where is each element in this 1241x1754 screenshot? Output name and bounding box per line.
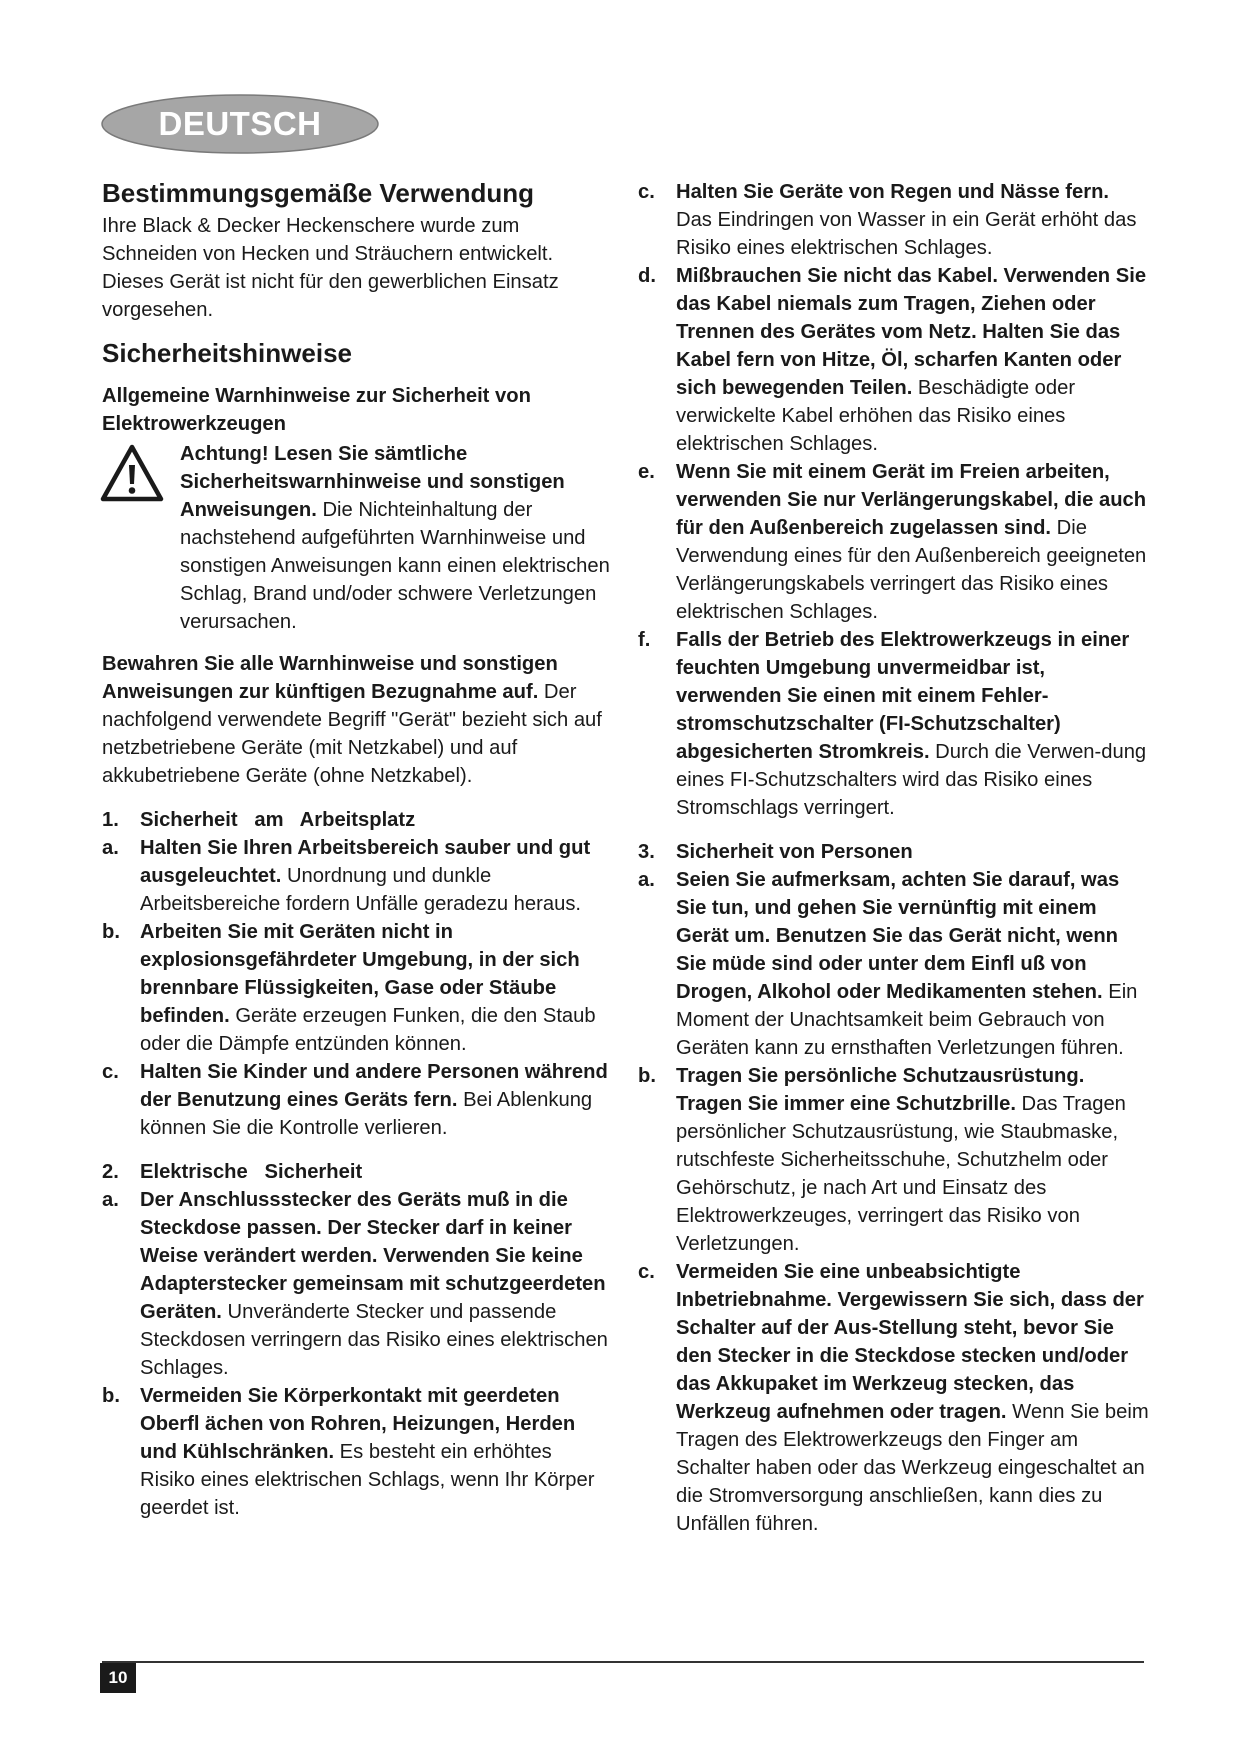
list-item (638, 458, 1150, 626)
section-3-title (638, 838, 1150, 866)
item-text: Wenn Sie beim Tragen des Elektrowerkzeugs den Finger am Schalter haben oder das Werkzeug eingeschaltet an die Stromversorgung anschließen, kann dies zu Unfällen führen. (676, 1401, 1149, 1535)
item-bold: Halten Sie Geräte von Regen und Nässe fern. (676, 181, 1110, 203)
list-item (102, 834, 612, 918)
item-letter: a. (638, 869, 655, 891)
warning-body: Die Nichteinhaltung der nachstehend aufgeführten Warnhinweise und sonstigen Anweisungen kann einen elektrischen Schlag, Brand und/oder schwere Verletzungen verursachen. (180, 499, 610, 633)
item-text: Bei Ablenkung können Sie die Kontrolle verlieren. (140, 1089, 593, 1139)
section-1-label: Sicherheit am Arbeitsplatz (140, 809, 416, 831)
list-item (638, 626, 1150, 822)
item-text: Das Tragen persönlicher Schutzausrüstung, wie Staubmaske, rutschfeste Sicherheitsschuhe, Schutzhelm oder Gehörschutz, je nach Art und Einsatz des Elektrowerkzeuges, verringert das Risiko von Verletzungen. (676, 1093, 1126, 1255)
item-bold: Vermeiden Sie eine unbeabsichtigte Inbetriebnahme. Vergewissern Sie sich, dass der Schalter auf der Aus-Stellung steht, bevor Sie den Stecker in die Steckdose stecken und/oder das Akkupaket im Werkzeug stecken, das Werkzeug aufnehmen oder tragen. (676, 1261, 1144, 1423)
section-1-number: 1. (102, 809, 119, 831)
item-bold: Falls der Betrieb des Elektrowerkzeugs in einer feuchten Umgebung unvermeidbar ist, verwenden Sie einen mit einem Fehler-stromschutzschalter (FI-Schutzschalter) abgesicherten Stromkreis. (676, 629, 1130, 763)
item-text: Durch die Verwen-dung eines FI-Schutzschalters wird das Risiko eines Stromschlags verringert. (676, 741, 1147, 819)
item-letter: b. (102, 1385, 120, 1407)
intended-use-text: Ihre Black & Decker Heckenschere wurde zum Schneiden von Hecken und Sträuchern entwickelt. Dieses Gerät ist nicht für den gewerblichen Einsatz vorgesehen. (102, 215, 559, 321)
item-bold: Mißbrauchen Sie nicht das Kabel. Verwenden Sie das Kabel niemals zum Tragen, Ziehen oder Trennen des Gerätes vom Netz. Halten Sie das Kabel fern von Hitze, Öl, scharfen Kanten oder sich bewegenden Teilen. (676, 265, 1147, 399)
item-bold: Der Anschlussstecker des Geräts muß in die Steckdose passen. Der Stecker darf in keiner Weise verändert werden. Verwenden Sie keine Adapterstecker gemeinsam mit schutzgeerdeten Geräten. (140, 1189, 606, 1323)
badge-label: DEUTSCH (158, 105, 322, 142)
list-item (102, 1186, 612, 1382)
item-text: Die Verwendung eines für den Außenbereich geeigneten Verlängerungskabels verringert das Risiko eines elektrischen Schlages. (676, 517, 1147, 623)
item-letter: c. (638, 181, 655, 203)
item-letter: e. (638, 461, 655, 483)
section-2-title (102, 1158, 612, 1186)
item-text: Das Eindringen von Wasser in ein Gerät erhöht das Risiko eines elektrischen Schlages. (676, 209, 1137, 259)
list-item (102, 918, 612, 1058)
item-text: Unveränderte Stecker und passende Steckdosen verringern das Risiko eines elektrischen Schlages. (140, 1301, 608, 1379)
item-text: Beschädigte oder verwickelte Kabel erhöhen das Risiko eines elektrischen Schlages. (676, 377, 1076, 455)
item-letter: a. (102, 1189, 119, 1211)
footer-rule (102, 1661, 1144, 1663)
item-letter: a. (102, 837, 119, 859)
warning-triangle-icon (100, 444, 164, 502)
list-item (638, 178, 1150, 262)
list-item (638, 1258, 1150, 1538)
list-item (638, 866, 1150, 1062)
item-bold: Arbeiten Sie mit Geräten nicht in explosionsgefährdeter Umgebung, in der sich brennbare Flüssigkeiten, Gase oder Stäube befinden. (140, 921, 580, 1027)
section-2-number: 2. (102, 1161, 119, 1183)
right-column (638, 178, 1150, 1538)
safety-title: Sicherheitshinweise (102, 338, 352, 368)
item-bold: Seien Sie aufmerksam, achten Sie darauf, was Sie tun, und gehen Sie vernünftig mit einem Gerät um. Benutzen Sie das Gerät nicht, wenn Sie müde sind oder unter dem Einfl uß von Drogen, Alkohol oder Medikamenten stehen. (676, 869, 1120, 1003)
keep-instructions (102, 650, 612, 790)
safety-subtitle: Allgemeine Warnhinweise zur Sicherheit von Elektrowerkzeugen (102, 385, 531, 435)
item-letter: b. (102, 921, 120, 943)
item-letter: d. (638, 265, 656, 287)
warning-bold: Achtung! Lesen Sie sämtliche Sicherheitswarnhinweise und sonstigen Anweisungen. (180, 443, 565, 521)
list-item (638, 262, 1150, 458)
section-2-label: Elektrische Sicherheit (140, 1161, 363, 1183)
item-bold: Tragen Sie persönliche Schutzausrüstung. Tragen Sie immer eine Schutzbrille. (676, 1065, 1085, 1115)
item-text: Es besteht ein erhöhtes Risiko eines elektrischen Schlags, wenn Ihr Körper geerdet ist. (140, 1441, 595, 1519)
list-item (102, 1382, 612, 1522)
section-3-number: 3. (638, 841, 655, 863)
item-text: Unordnung und dunkle Arbeitsbereiche fordern Unfälle geradezu heraus. (140, 865, 582, 915)
warning-block (102, 440, 612, 636)
section-3-label: Sicherheit von Personen (676, 841, 913, 863)
intended-use-title: Bestimmungsgemäße Verwendung (102, 178, 534, 208)
item-letter: b. (638, 1065, 656, 1087)
keep-body: Der nachfolgend verwendete Begriff "Gerät" bezieht sich auf netzbetriebene Geräte (mit Netzkabel) und auf akkubetriebene Geräte (ohne Netzkabel). (102, 681, 602, 787)
list-item (638, 1062, 1150, 1258)
item-text: Ein Moment der Unachtsamkeit beim Gebrauch von Geräten kann zu ernsthaften Verletzungen führen. (676, 981, 1138, 1059)
item-bold: Halten Sie Kinder und andere Personen während der Benutzung eines Geräts fern. (140, 1061, 608, 1111)
item-bold: Halten Sie Ihren Arbeitsbereich sauber und gut ausgeleuchtet. (140, 837, 591, 887)
page-number: 10 (100, 1663, 136, 1693)
left-column (102, 176, 612, 1522)
section-1-title (102, 806, 612, 834)
keep-bold: Bewahren Sie alle Warnhinweise und sonstigen Anweisungen zur künftigen Bezugnahme auf. (102, 653, 558, 703)
item-letter: c. (102, 1061, 119, 1083)
list-item (102, 1058, 612, 1142)
warning-text (180, 440, 612, 636)
item-letter: f. (638, 629, 651, 651)
item-bold: Vermeiden Sie Körperkontakt mit geerdeten Oberfl ächen von Rohren, Heizungen, Herden und Kühlschränken. (140, 1385, 576, 1463)
item-letter: c. (638, 1261, 655, 1283)
item-text: Geräte erzeugen Funken, die den Staub oder die Dämpfe entzünden können. (140, 1005, 596, 1055)
item-bold: Wenn Sie mit einem Gerät im Freien arbeiten, verwenden Sie nur Verlängerungskabel, die auch für den Außenbereich zugelassen sind. (676, 461, 1147, 539)
language-badge (100, 93, 380, 155)
